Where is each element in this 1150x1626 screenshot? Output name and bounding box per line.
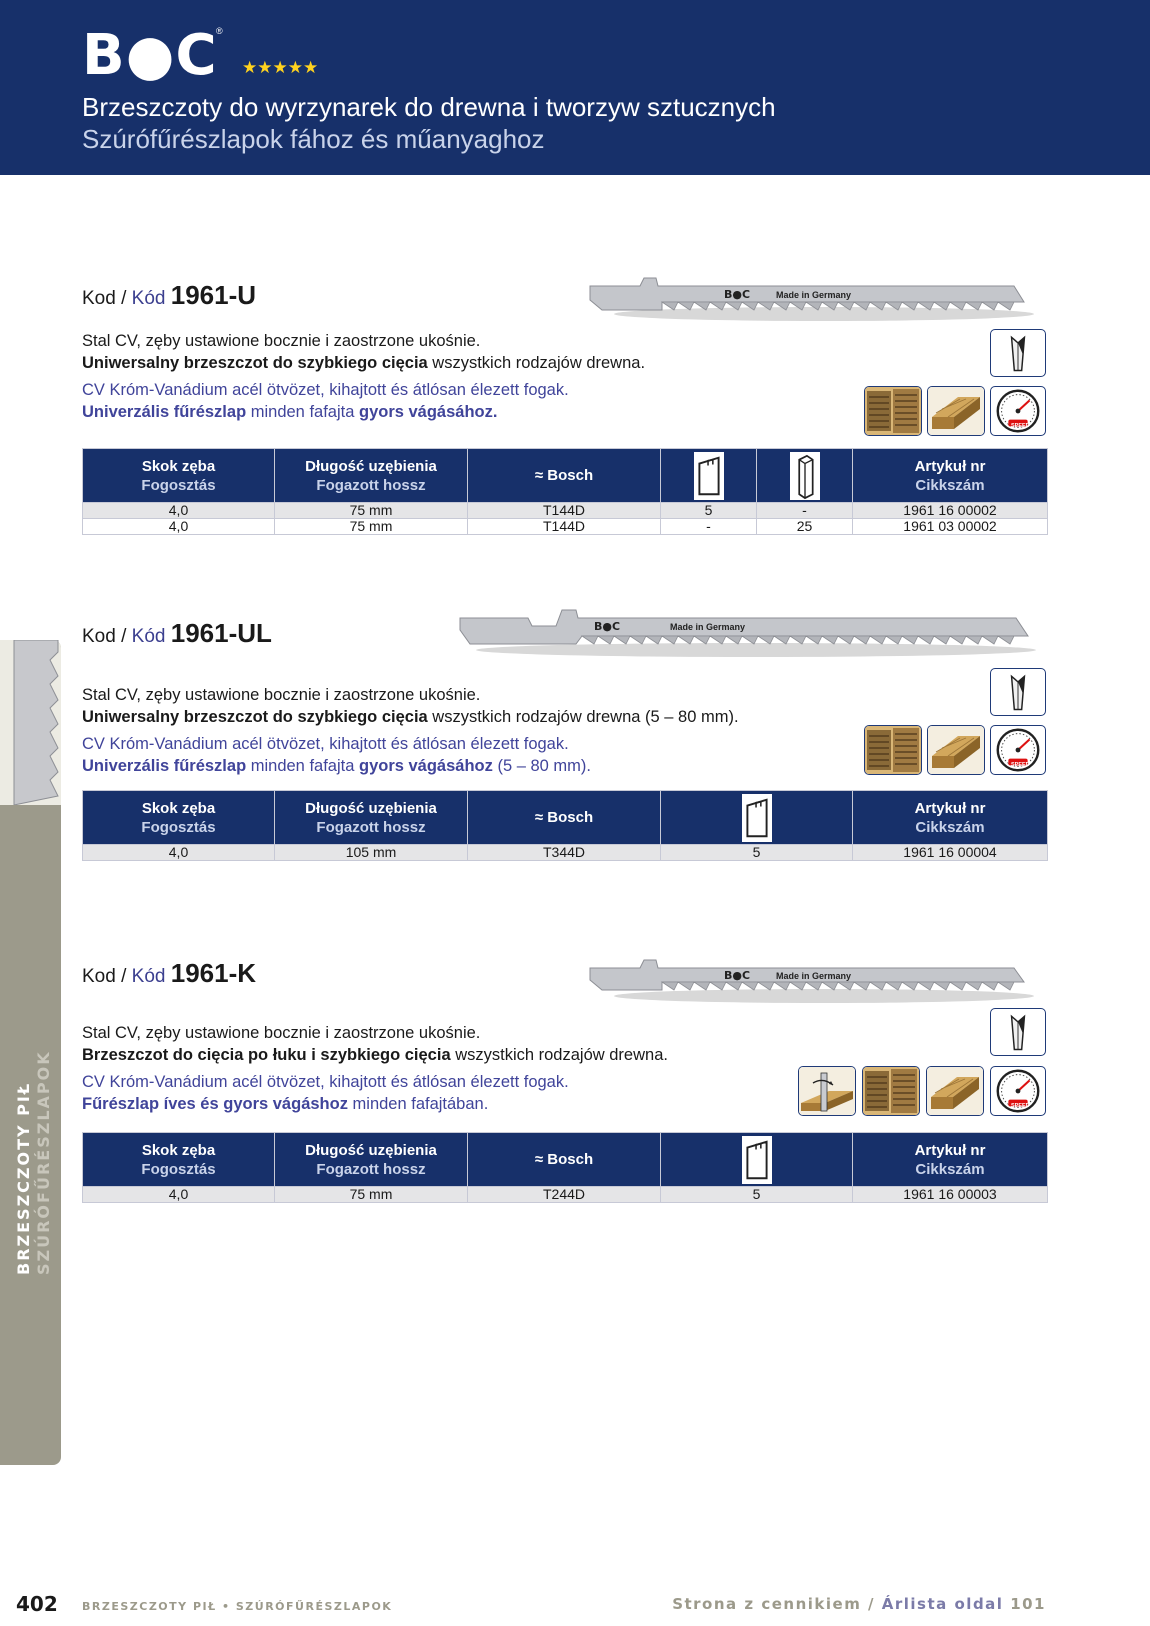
pack-card-icon <box>694 452 724 500</box>
spec-table <box>82 1132 1048 1203</box>
speed-gauge-icon <box>990 386 1046 436</box>
col-bosch: ≈ Bosch <box>468 1133 661 1187</box>
col-article-pl: Artykuł nr <box>914 799 986 817</box>
cell-pack-card: 5 <box>661 503 757 519</box>
speed-label: SPEED <box>1011 423 1030 429</box>
kod-label-pl: Kod <box>82 626 116 647</box>
side-tab-label-hu: SZÚRÓFŰRÉSZLAPOK <box>34 1050 53 1275</box>
cell-pack-card: 5 <box>661 845 853 861</box>
cell-pack-tube: - <box>757 503 853 519</box>
wood-end-grain-icon <box>862 1066 920 1116</box>
rating-stars: ★★★★★ <box>242 58 319 77</box>
kod-label-hu: Kód <box>131 626 166 647</box>
col-article-hu: Cikkszám <box>915 818 985 836</box>
table-row <box>83 1187 1048 1203</box>
page-title-pl: Brzeszczoty do wyrzynarek do drewna i tworzyw sztucznych <box>82 92 776 122</box>
description-pl-line1: Stal CV, zęby ustawione bocznie i zaostrzone ukośnie. <box>82 686 481 704</box>
product-code-line <box>82 618 272 649</box>
cell-length: 75 mm <box>275 519 468 535</box>
blade-made-in-text: Made in Germany <box>776 971 852 981</box>
kod-separator: / <box>121 288 127 309</box>
product-code: 1961-U <box>170 280 257 310</box>
col-bosch: ≈ Bosch <box>468 791 661 845</box>
footer-chapter <box>82 1600 392 1613</box>
spec-table <box>82 790 1048 861</box>
col-tooth-length <box>275 791 468 845</box>
curve-cut-icon <box>798 1066 856 1116</box>
col-pack-tube <box>757 449 853 503</box>
wood-end-grain-icon <box>864 725 922 775</box>
footer-separator: / <box>861 1595 882 1613</box>
pack-card-icon <box>742 1136 772 1184</box>
side-tab-blade-thumbnail <box>0 640 61 805</box>
kod-label-hu: Kód <box>131 288 166 309</box>
col-article <box>853 1133 1048 1187</box>
description-pl-bold: Uniwersalny brzeszczot do szybkiego cięcia <box>82 708 428 726</box>
description-hu-mid: minden fafajta <box>246 757 359 775</box>
col-tooth-pitch <box>83 449 275 503</box>
blade-brand-text: B●C <box>724 288 751 301</box>
description-pl-rest: wszystkich rodzajów drewna. <box>450 1046 668 1064</box>
cell-pack-card: - <box>661 519 757 535</box>
product-code-line <box>82 280 256 311</box>
col-tooth-pitch-hu: Fogosztás <box>141 476 216 494</box>
product-section-1961-k <box>82 946 1047 1206</box>
wood-plank-icon <box>927 386 985 436</box>
col-bosch: ≈ Bosch <box>468 449 661 503</box>
col-pack-card <box>661 449 757 503</box>
cell-article: 1961 16 00002 <box>853 503 1048 519</box>
cell-bosch: T344D <box>468 845 661 861</box>
pack-tube-icon <box>790 452 820 500</box>
col-tooth-length <box>275 449 468 503</box>
footer-price-list-ref <box>672 1595 1046 1613</box>
cell-article: 1961 03 00002 <box>853 519 1048 535</box>
cell-length: 105 mm <box>275 845 468 861</box>
side-tab-label <box>14 1050 54 1275</box>
kod-label-pl: Kod <box>82 288 116 309</box>
col-pack-card <box>661 791 853 845</box>
description-hu-mid: minden fafajta <box>246 403 359 421</box>
col-tooth-length-hu: Fogazott hossz <box>316 476 426 494</box>
side-tab-label-pl: BRZESZCZOTY PIŁ <box>14 1081 33 1275</box>
page-title-hu: Szúrófűrészlapok fához és műanyaghoz <box>82 124 545 154</box>
footer-price-list-number: 101 <box>1010 1595 1046 1613</box>
col-tooth-length <box>275 1133 468 1187</box>
description-hu-end: (5 – 80 mm). <box>492 757 591 775</box>
col-tooth-pitch-pl: Skok zęba <box>141 457 216 475</box>
description-hu <box>82 733 591 777</box>
col-tooth-length-pl: Długość uzębienia <box>305 457 437 475</box>
tooth-shape-icon <box>990 329 1046 377</box>
kod-separator: / <box>121 626 127 647</box>
col-article <box>853 791 1048 845</box>
footer-chapter-pl: BRZESZCZOTY PIŁ <box>82 1600 217 1613</box>
description-pl-bold: Uniwersalny brzeszczot do szybkiego cięcia <box>82 354 428 372</box>
tooth-shape-icon <box>990 668 1046 716</box>
table-row <box>83 845 1048 861</box>
col-tooth-pitch-hu: Fogosztás <box>141 818 216 836</box>
kod-separator: / <box>121 966 127 987</box>
product-code: 1961-UL <box>170 618 272 648</box>
col-article-pl: Artykuł nr <box>914 1141 986 1159</box>
cell-length: 75 mm <box>275 503 468 519</box>
description-hu-mid: minden fafajtában. <box>347 1095 489 1113</box>
description-hu-bold-a: Univerzális fűrészlap <box>82 757 247 775</box>
product-code: 1961-K <box>170 958 257 988</box>
registered-mark: ® <box>216 26 223 36</box>
speed-label: SPEED <box>1011 1103 1030 1109</box>
table-row <box>83 519 1048 535</box>
spec-table <box>82 448 1048 535</box>
description-pl-rest: wszystkich rodzajów drewna. <box>427 354 646 372</box>
wood-plank-icon <box>926 1066 984 1116</box>
description-hu <box>82 379 569 423</box>
product-section-1961-ul <box>82 606 1047 866</box>
speed-gauge-icon <box>990 725 1046 775</box>
speed-label: SPEED <box>1011 762 1030 768</box>
pack-card-icon <box>742 794 772 842</box>
cell-bosch: T244D <box>468 1187 661 1203</box>
cell-tooth: 4,0 <box>83 1187 275 1203</box>
footer-price-list-pl: Strona z cennikiem <box>672 1595 862 1613</box>
product-code-line <box>82 958 256 989</box>
col-tooth-length-hu: Fogazott hossz <box>316 818 426 836</box>
page-number: 402 <box>16 1592 58 1616</box>
footer-chapter-hu: SZÚRÓFŰRÉSZLAPOK <box>235 1600 393 1613</box>
description-pl-rest: wszystkich rodzajów drewna (5 – 80 mm). <box>427 708 739 726</box>
tooth-shape-icon <box>990 1008 1046 1056</box>
speed-gauge-icon <box>990 1066 1046 1116</box>
description-hu-bold-a: Univerzális fűrészlap <box>82 403 247 421</box>
cell-article: 1961 16 00003 <box>853 1187 1048 1203</box>
saw-blade-image <box>456 604 1046 664</box>
boc-logo: B●C <box>82 23 218 88</box>
page-footer <box>16 1592 1046 1618</box>
description-hu <box>82 1071 569 1115</box>
description-pl <box>82 330 645 374</box>
description-pl <box>82 684 739 728</box>
saw-blade-image <box>584 952 1044 1008</box>
col-article-hu: Cikkszám <box>915 476 985 494</box>
product-section-1961-u <box>82 268 1047 538</box>
cell-tooth: 4,0 <box>83 503 275 519</box>
col-article <box>853 449 1048 503</box>
footer-dot: • <box>216 1600 236 1613</box>
description-pl <box>82 1022 668 1066</box>
table-row <box>83 503 1048 519</box>
cell-length: 75 mm <box>275 1187 468 1203</box>
kod-label-pl: Kod <box>82 966 116 987</box>
blade-thumbnail-icon <box>0 640 61 805</box>
col-tooth-pitch-pl: Skok zęba <box>141 1141 216 1159</box>
col-tooth-length-pl: Długość uzębienia <box>305 799 437 817</box>
col-article-pl: Artykuł nr <box>914 457 986 475</box>
wood-plank-icon <box>927 725 985 775</box>
blade-brand-text: B●C <box>724 969 751 982</box>
col-article-hu: Cikkszám <box>915 1160 985 1178</box>
blade-made-in-text: Made in Germany <box>670 622 746 632</box>
footer-price-list-hu: Árlista oldal <box>881 1595 1004 1613</box>
cell-bosch: T144D <box>468 503 661 519</box>
cell-article: 1961 16 00004 <box>853 845 1048 861</box>
cell-bosch: T144D <box>468 519 661 535</box>
description-pl-line1: Stal CV, zęby ustawione bocznie i zaostrzone ukośnie. <box>82 1024 481 1042</box>
col-tooth-pitch-hu: Fogosztás <box>141 1160 216 1178</box>
col-tooth-length-pl: Długość uzębienia <box>305 1141 437 1159</box>
description-hu-line1: CV Króm-Vanádium acél ötvözet, kihajtott és átlósan élezett fogak. <box>82 735 569 753</box>
description-pl-bold: Brzeszczot do cięcia po łuku i szybkiego cięcia <box>82 1046 451 1064</box>
cell-tooth: 4,0 <box>83 519 275 535</box>
col-tooth-pitch <box>83 1133 275 1187</box>
description-hu-line1: CV Króm-Vanádium acél ötvözet, kihajtott és átlósan élezett fogak. <box>82 1073 569 1091</box>
kod-label-hu: Kód <box>131 966 166 987</box>
description-hu-line1: CV Króm-Vanádium acél ötvözet, kihajtott és átlósan élezett fogak. <box>82 381 569 399</box>
col-pack-card <box>661 1133 853 1187</box>
blade-brand-text: B●C <box>594 620 621 633</box>
wood-end-grain-icon <box>864 386 922 436</box>
description-hu-bold-a: Fűrészlap íves és gyors vágáshoz <box>82 1095 348 1113</box>
description-hu-bold-c: gyors vágásához <box>358 757 493 775</box>
description-hu-bold-c: gyors vágásához. <box>358 403 498 421</box>
cell-pack-tube: 25 <box>757 519 853 535</box>
cell-tooth: 4,0 <box>83 845 275 861</box>
col-tooth-pitch-pl: Skok zęba <box>141 799 216 817</box>
col-tooth-pitch <box>83 791 275 845</box>
col-tooth-length-hu: Fogazott hossz <box>316 1160 426 1178</box>
cell-pack-card: 5 <box>661 1187 853 1203</box>
description-pl-line1: Stal CV, zęby ustawione bocznie i zaostrzone ukośnie. <box>82 332 481 350</box>
saw-blade-image <box>584 270 1044 328</box>
blade-made-in-text: Made in Germany <box>776 290 852 300</box>
